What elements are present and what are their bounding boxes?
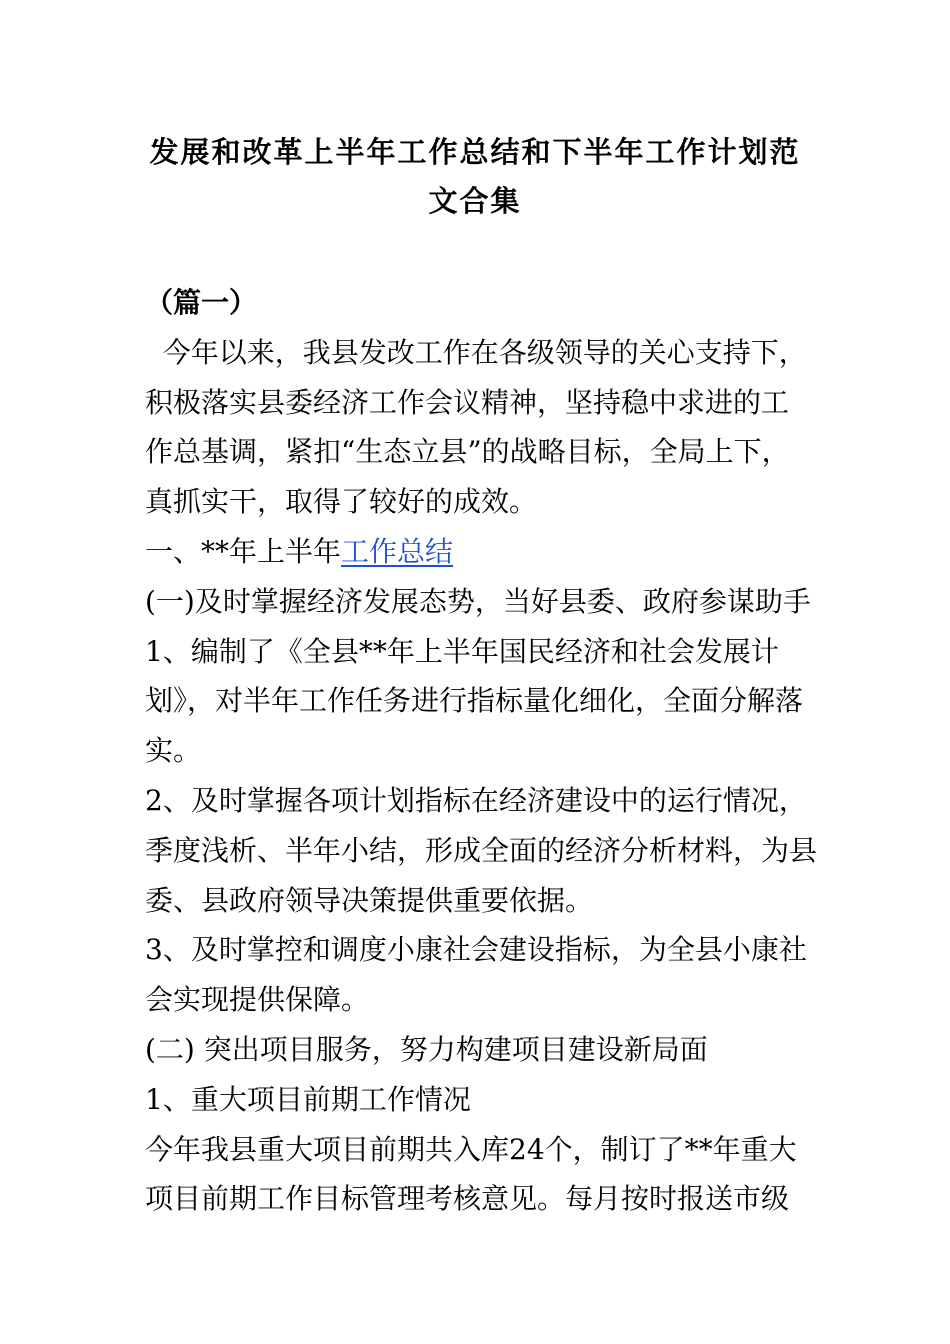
section-label: （篇一） <box>145 286 258 319</box>
document-body <box>145 278 818 1224</box>
document-title <box>120 128 830 226</box>
paragraph-line: 1、编制了《全县**年上半年国民经济和社会发展计 <box>145 634 779 668</box>
paragraph-line: 积极落实县委经济工作会议精神，坚持稳中求进的工 <box>145 385 790 419</box>
paragraph-line: 今年以来，我县发改工作在各级领导的关心支持下， <box>145 335 807 369</box>
paragraph-line: 作总基调，紧扣“生态立县”的战略目标，全局上下， <box>145 435 790 469</box>
paragraph-line: (一)及时掌握经济发展态势，当好县委、政府参谋助手 <box>145 584 811 618</box>
heading-1-prefix: 一、**年上半年 <box>145 534 342 568</box>
paragraph-line: 划》，对半年工作任务进行指标量化细化，全面分解落 <box>145 684 804 718</box>
paragraph-line: 项目前期工作目标管理考核意见。每月按时报送市级 <box>145 1182 790 1216</box>
paragraph-line: 委、县政府领导决策提供重要依据。 <box>145 883 594 917</box>
paragraph-line: 2、及时掌握各项计划指标在经济建设中的运行情况， <box>145 783 807 817</box>
paragraph-line: 会实现提供保障。 <box>145 983 370 1017</box>
paragraph-line: 3、及时掌控和调度小康社会建设指标，为全县小康社 <box>145 933 807 967</box>
paragraph-line: 1、重大项目前期工作情况 <box>145 1082 471 1116</box>
title-line-1: 发展和改革上半年工作总结和下半年工作计划范 <box>149 135 801 169</box>
paragraph-line: (二) 突出项目服务，努力构建项目建设新局面 <box>145 1032 708 1066</box>
paragraph-line: 真抓实干，取得了较好的成效。 <box>145 485 538 519</box>
work-summary-link[interactable]: 工作总结 <box>341 534 454 568</box>
heading-1 <box>145 527 815 577</box>
paragraph-line: 季度浅析、半年小结，形成全面的经济分析材料，为县 <box>145 833 818 867</box>
paragraph-line: 实。 <box>145 734 202 768</box>
title-line-2: 文合集 <box>428 184 522 218</box>
paragraph-line: 今年我县重大项目前期共入库24个，制订了**年重大 <box>145 1132 797 1166</box>
